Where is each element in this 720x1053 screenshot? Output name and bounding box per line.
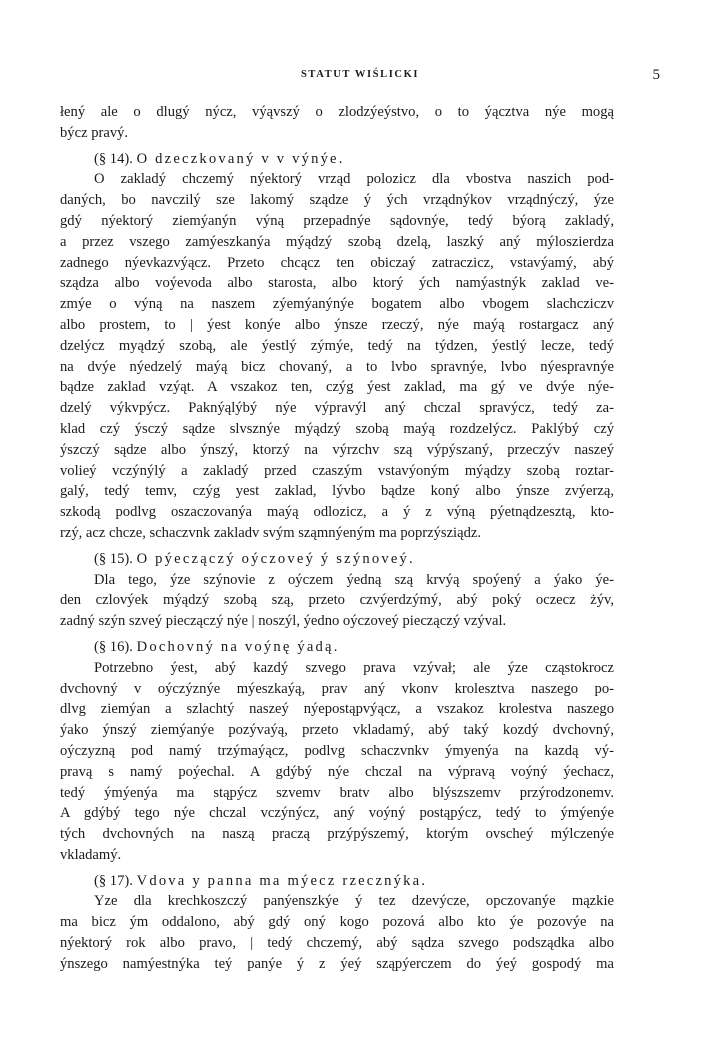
text-line: rzý, acz chcze, schaczvnk zakladv svým sząmnýeným ma poprzýsziądz. <box>60 524 482 541</box>
text-line: ýnszego namýestnýka teý panýe ý z ýeý sząpýerczem do ýeý gospodý ma <box>60 955 614 972</box>
text-line: łený ale o dlugý nýcz, výąvszý o zlodzýeýstvo, o to ýącztva nýe mogą <box>60 104 614 120</box>
text-line: Dla tego, ýze szýnovie z oýczem ýedną szą krvýą spoýený a ýako ýe- <box>94 571 614 588</box>
text-line: albo prostem, to | ýest konýe albo ýnsze rzeczý, nýe maýą rostargacz aný <box>60 316 614 333</box>
page-number: 5 <box>652 67 660 83</box>
text-line: volieý vczýnýlý a zakladý przed czaszým vstavýoným mýądzy szobą roztar- <box>60 462 614 479</box>
text-line: szkodą podlvg oszaczovanýa maýą odlozicz, a ý z výną pýetnądzesztą, kto- <box>60 504 614 521</box>
text-line: a przez vszego zamýeszkanýa mýądzý szobą dzelą, laszký aný mýloszierdza <box>60 233 614 250</box>
text-line: Yze dla krechkoszczý panýenszkýe ý tez dzevýcze, opczovanýe mązkie <box>94 893 614 910</box>
text-line: Potrzebno ýest, abý kazdý szvego prava vzývał; ale ýze cząstokrocz <box>94 659 614 676</box>
section-number: (§ 15). <box>94 550 133 567</box>
text-line: ýszczý sądze albo ýnszý, ktorzý na výrzchv szą výpýszaný, przeczýv naszeý <box>60 441 614 458</box>
text-line: klad czý ýsczý sądze slvsznýe mýądzý szobą maýą rozdzelýcz. Paklýbý czý <box>60 420 614 437</box>
section-heading-17 <box>60 871 614 892</box>
text-line: dzelýcz myądzý szobą, ale ýestlý zýmýe, tedý na týdzen, ýestlý lecze, tedý <box>60 337 614 354</box>
text-line: gdý nýektorý ziemýanýn výną przepadnýe sądovnýe, tedý býorą zakladý, <box>60 212 614 229</box>
section-heading-15 <box>60 549 614 570</box>
text-line: tedý ýmýenýa ma stąpýcz szvemv bratv albo blýszszemv przýrodzonemv. <box>60 784 614 801</box>
running-head <box>60 67 660 87</box>
section-title: Dochovný na voýnę ýadą. <box>136 638 340 655</box>
text-line: zadnego nýevkazvýącz. Przeto chcącz ten obiczaý zatraczicz, vstavýamý, abý <box>60 254 614 271</box>
text-line: dvchovný v oýczýznýe mýeszkaýą, prav aný vkonv krolesztva naszego po- <box>60 680 614 697</box>
text-line: sządza albo voýevoda albo starosta, albo ktorý ých namýastnýk zaklad ve- <box>60 275 614 292</box>
section-title: O dzeczkovaný v v výnýe. <box>136 150 345 167</box>
text-line: zmýe o výną na naszem zýemýanýnýe bogatem albo vbogem slachcziczv <box>60 296 614 313</box>
text-line: vkladamý. <box>60 846 122 863</box>
section-heading-16 <box>60 637 614 658</box>
text-line: daných, bo navczilý sze lakomý sządze ý ých vrządnýkov vrządnýczý, ýze <box>60 192 614 209</box>
text-line: býcz pravý. <box>60 124 129 141</box>
section-title: O pýeczączý oýczoveý ý szýnoveý. <box>136 550 415 567</box>
text-line: ýako ýnszý ziemýanýe pozývaýą, przeto vkladamý, abý taký kozdý dvchovný, <box>60 722 614 739</box>
text-line: bądze zaklad vzýąt. A vszakoz ten, czýg ýest zaklad, ma gý ve dvýe nýe- <box>60 379 614 396</box>
text-line: na dvýe nýedzelý maýą bicz chovaný, a to lvbo spravnýe, lvbo nýespravnýe <box>60 358 614 375</box>
text-line: zadný szýn szveý pieczączý nýe | noszýl, ýedno oýczoveý pieczączý vzýval. <box>60 613 507 630</box>
running-title: STATUT WIŚLICKI <box>300 69 420 80</box>
text-line: nýektorý rok albo pravo, | tedý chczemý, abý sądza szvego podsządka albo <box>60 935 614 952</box>
text-line: oýczyzną pod namý trzýmaýącz, podlvg schaczvnkv ýmyenýa na kazdą vý- <box>60 742 614 759</box>
section-title: Vdova y panna ma mýecz rzecznýka. <box>136 872 428 889</box>
section-number: (§ 14). <box>94 150 133 167</box>
section-number: (§ 16). <box>94 638 133 655</box>
text-line: galý, tedý temv, czýg yest zaklad, lývbo bądze koný albo ýnsze zvýerzą, <box>60 483 614 500</box>
text-line: dzelý výkvpýcz. Paknýąlýbý nýe výpravýl aný chczal spravýcz, tedý za- <box>60 400 614 417</box>
text-line: O zakladý chczemý nýektorý vrząd polozicz dla vbostva naszich pod- <box>94 171 614 188</box>
text-line: dlvg ziemýan a szlachtý naszeý nýepostąpvýącz, a vszakoz krolestva naszego <box>60 701 614 718</box>
section-heading-14 <box>60 149 614 170</box>
text-line: ma bicz ým oddalono, abý gdý oný kogo pozová albo kto ýe pozovýe na <box>60 914 614 931</box>
text-line: tých dvchovných na naszą praczą przýpýszemý, ktorým ovscheý mýlczenýe <box>60 826 614 843</box>
text-line: den czlovýek mýądzý szobą szą, przeto czvýerdzýmý, abý poký oczecz żýv, <box>60 592 614 609</box>
body-text <box>60 102 614 975</box>
text-line: pravą s namý poýechal. A gdýbý nýe chczal na výpravą voýný ýechacz, <box>60 763 614 780</box>
text-line: A gdýbý tego nýe chczal vczýnýcz, aný voýný postąpýcz, tedý to ýmýenýe <box>60 805 614 822</box>
section-number: (§ 17). <box>94 872 133 889</box>
